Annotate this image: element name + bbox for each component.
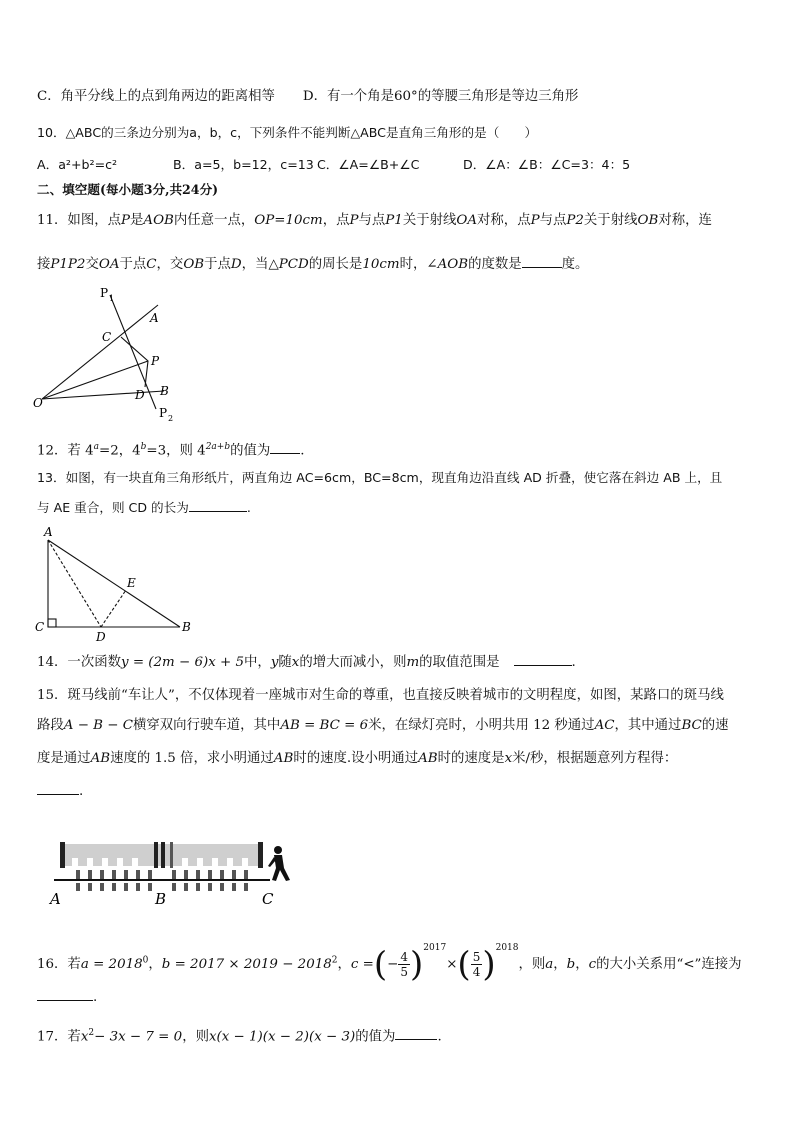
fold-line-ad xyxy=(48,540,101,627)
q16-text: 的大小关系用“<”连接为 xyxy=(596,957,742,972)
q11-var: P1 xyxy=(50,257,68,272)
q10-stem: 10．△ABC的三条边分别为a，b，c，下列条件不能判断△ABC是直角三角形的是（ ） xyxy=(37,125,538,140)
q15-text: 米/秒，根据题意列方程得： xyxy=(512,751,678,766)
q17-text: 的值为 xyxy=(355,1029,396,1045)
q11-var: OB xyxy=(183,257,205,272)
q11-var: PCD xyxy=(278,257,309,272)
q12-text: 12．若 4 xyxy=(37,443,94,459)
q11-var: P1 xyxy=(385,213,403,228)
q17-line xyxy=(37,1024,442,1046)
ray-oa xyxy=(42,305,158,399)
q11-text: ，点 xyxy=(322,213,350,228)
q11-var: P2 xyxy=(566,213,584,228)
q9-options-line xyxy=(37,88,578,106)
q17-expr: x(x − 1)(x − 2)(x − 3) xyxy=(208,1029,356,1045)
q12-exp: 2a+b xyxy=(205,442,231,452)
gap xyxy=(197,858,203,866)
lane-marker xyxy=(258,842,263,868)
q10-option-c: C．∠A=∠B+∠C xyxy=(317,157,420,172)
lane-marker xyxy=(60,842,65,868)
label-p2-sub: 2 xyxy=(168,414,174,423)
q17-exp: 2 xyxy=(88,1028,95,1038)
q15-line2 xyxy=(37,717,729,735)
q11-var: 10cm xyxy=(362,257,400,272)
label-a: A xyxy=(50,890,61,908)
stripe xyxy=(136,870,140,879)
q10-option-d: D．∠A：∠B：∠C=3：4：5 xyxy=(463,157,631,172)
q12-text: =2，4 xyxy=(98,443,141,459)
q11-var: OP=10cm xyxy=(254,213,323,228)
q16-var: c xyxy=(588,957,597,972)
q14-text: 中， xyxy=(244,655,271,670)
q15-text: 路段 xyxy=(37,718,64,733)
q14-var: m xyxy=(406,655,420,670)
q11-line1 xyxy=(37,212,712,230)
stripe xyxy=(100,870,104,879)
gap xyxy=(132,858,138,866)
stripe xyxy=(244,883,248,891)
q14-var: x xyxy=(291,655,300,670)
stripe xyxy=(220,883,224,891)
q16-minus: − xyxy=(387,957,399,972)
lane-marker xyxy=(154,842,158,868)
gap xyxy=(227,858,233,866)
right-paren: ) xyxy=(482,944,496,985)
q12-text: 的值为 xyxy=(230,443,271,459)
stripe xyxy=(100,883,104,891)
stripe xyxy=(196,870,200,879)
q11-var: P2 xyxy=(67,257,86,272)
stripe xyxy=(124,883,128,891)
gap xyxy=(212,858,218,866)
label-c: C xyxy=(102,330,112,344)
q11-text: 时，∠ xyxy=(399,257,438,272)
q9-option-d-deg: 60° xyxy=(393,89,418,104)
q11-var: AOB xyxy=(143,213,174,228)
stripe xyxy=(76,883,80,891)
q11-text: 度。 xyxy=(561,257,589,272)
fraction-4-5 xyxy=(398,950,410,979)
pedestrian-icon xyxy=(268,846,290,881)
q16-var: a xyxy=(545,957,554,972)
q11-text: 接 xyxy=(37,257,51,272)
label-p: P xyxy=(151,354,160,368)
q16-b-expr: b = 2017 × 2019 − 2018 xyxy=(161,957,332,972)
stripe xyxy=(112,870,116,879)
right-angle-mark xyxy=(48,619,56,627)
q10-option-a: A．a²+b²=c² xyxy=(37,157,118,172)
left-paren: ( xyxy=(373,944,388,985)
q13-text: 与 AE 重合，则 CD 的长为 xyxy=(37,500,189,515)
q11-text: 内任意一点， xyxy=(173,213,255,228)
q15-text: 时的速度.设小明通过 xyxy=(293,751,419,766)
q15-var: AB = BC = 6 xyxy=(280,718,369,733)
q12-text: . xyxy=(300,443,305,459)
q11-answer-blank[interactable] xyxy=(522,255,562,268)
q15-line4 xyxy=(37,782,83,801)
stripe xyxy=(208,883,212,891)
q11-text: 关于射线 xyxy=(402,213,457,228)
stripe xyxy=(148,870,152,879)
q16-text: . xyxy=(93,990,98,1005)
q16-a-expr: a = 2018 xyxy=(80,957,143,972)
q12-line xyxy=(37,438,305,460)
q16-text: ， xyxy=(148,957,162,972)
q11-text: 于点 xyxy=(204,257,231,272)
label-a: A xyxy=(150,311,159,325)
q11-var: OA xyxy=(456,213,478,228)
side-ab xyxy=(48,540,180,627)
q16-var: b xyxy=(566,957,576,972)
q15-var: AB xyxy=(273,751,294,766)
q15-text: 度是通过 xyxy=(37,751,91,766)
stripe xyxy=(220,870,224,879)
q16-exp: 2 xyxy=(331,955,338,966)
stripe xyxy=(88,883,92,891)
label-c: C xyxy=(35,620,45,634)
q11-text: 的度数是 xyxy=(468,257,522,272)
frac-den: 5 xyxy=(400,965,409,979)
q17-answer-blank[interactable] xyxy=(395,1027,437,1040)
q11-var: P xyxy=(530,213,540,228)
q11-text: 于点 xyxy=(119,257,147,272)
frac-num: 5 xyxy=(472,950,481,964)
q15-var: x xyxy=(504,751,513,766)
q15-figure xyxy=(42,838,302,910)
q11-text: 关于射线 xyxy=(583,213,638,228)
q12-answer-blank[interactable] xyxy=(270,441,300,454)
q16-line: 16．若$a = 2018^0$，$b = 2017 \times 2019 - 2018^2$，c =(− $\frac{4}{5}$ )$^{2017}$×( $\frac{5}{4}$ )$^{2018}$，则a，b，c的大小关系用“<”连接为 xyxy=(37,943,742,985)
q11-var: OB xyxy=(637,213,659,228)
q17-text: ，则 xyxy=(182,1029,209,1045)
frac-num: 4 xyxy=(400,950,409,964)
q12-exp: b xyxy=(140,442,147,452)
q14-answer-blank[interactable] xyxy=(514,653,572,666)
label-b: B xyxy=(155,890,167,908)
q16-answer-blank[interactable] xyxy=(37,988,93,1001)
stripe xyxy=(208,870,212,879)
q12-text: =3，则 4 xyxy=(146,443,206,459)
q16-text: ， xyxy=(337,957,351,972)
q11-text: 11．如图，点 xyxy=(37,213,121,228)
label-b: B xyxy=(182,620,191,634)
label-p1: P xyxy=(100,286,109,300)
q17-text: 17．若 xyxy=(37,1029,81,1045)
q11-var: P xyxy=(121,213,131,228)
q13-line1: 13．如图，有一块直角三角形纸片，两直角边 AC=6cm，BC=8cm，现直角边沿直线 AD 折叠，使它落在斜边 AB 上，且 xyxy=(37,470,723,485)
left-paren: ( xyxy=(457,944,471,985)
stripe xyxy=(172,883,176,891)
stripe xyxy=(184,870,188,879)
q13-answer-blank[interactable] xyxy=(189,499,247,512)
q14-line xyxy=(37,653,576,672)
label-b: B xyxy=(160,384,169,398)
q14-func: y = (2m − 6)x + 5 xyxy=(121,655,245,670)
fraction-5-4 xyxy=(471,950,483,979)
q16-exp: 2017 xyxy=(423,943,447,953)
q16-line2 xyxy=(37,988,97,1007)
q16-times: × xyxy=(446,957,458,972)
q16-text: 16．若 xyxy=(37,957,81,972)
q14-var: y xyxy=(270,655,279,670)
q14-text: 14．一次函数 xyxy=(37,655,121,670)
stripe xyxy=(196,883,200,891)
q11-var: OA xyxy=(98,257,120,272)
gap xyxy=(182,858,188,866)
q11-var: AOB xyxy=(437,257,469,272)
segment-de xyxy=(101,590,126,627)
stripe xyxy=(76,870,80,879)
q15-var: BC xyxy=(681,718,702,733)
stripe xyxy=(232,883,236,891)
q16-exp: 2018 xyxy=(495,943,519,953)
label-e: E xyxy=(127,576,136,590)
label-a: A xyxy=(44,525,53,539)
stripe xyxy=(112,883,116,891)
q11-figure xyxy=(30,285,190,425)
q11-text: 是 xyxy=(130,213,144,228)
q11-line2 xyxy=(37,255,588,274)
gap xyxy=(87,858,93,866)
stripe xyxy=(172,870,176,879)
lane-marker xyxy=(170,842,173,868)
q15-answer-blank[interactable] xyxy=(37,782,79,795)
q11-var: C xyxy=(146,257,157,272)
gap xyxy=(102,858,108,866)
lane-marker xyxy=(161,842,165,868)
q11-text: 对称，连 xyxy=(658,213,712,228)
right-paren: ) xyxy=(410,944,424,985)
q11-text: 的周长是 xyxy=(308,257,363,272)
stripe xyxy=(184,883,188,891)
q17-text: . xyxy=(437,1029,442,1045)
q12-exp: a xyxy=(93,442,99,452)
q9-option-d-suffix: 的等腰三角形是等边三角形 xyxy=(417,89,579,104)
gap xyxy=(117,858,123,866)
q10-option-b: B．a=5，b=12，c=13 xyxy=(173,157,314,172)
q9-option-d-prefix: D．有一个角是 xyxy=(302,89,394,104)
q13-figure xyxy=(30,523,205,648)
q11-var: D xyxy=(230,257,242,272)
q15-var: A − B − C xyxy=(63,718,134,733)
q15-var: AB xyxy=(418,751,438,766)
q15-text: 的速 xyxy=(701,718,729,733)
q15-var: AB xyxy=(90,751,111,766)
q13-line2 xyxy=(37,499,251,517)
q11-var: P xyxy=(349,213,359,228)
q16-text: ，则 xyxy=(518,957,546,972)
label-p2: P xyxy=(159,406,168,420)
label-c: C xyxy=(262,890,274,908)
gap xyxy=(72,858,78,866)
q11-text: 对称，点 xyxy=(477,213,531,228)
label-o: O xyxy=(33,396,43,410)
label-p1-sub: 1 xyxy=(109,294,115,303)
section-title: 二、填空题(每小题3分,共24分) xyxy=(37,182,219,197)
q16-exp: 0 xyxy=(142,955,149,966)
q15-line1: 15．斑马线前“车让人”，不仅体现着一座城市对生命的尊重，也直接反映着城市的文明程度，如图，某路口的斑马线 xyxy=(37,688,724,703)
q14-text: . xyxy=(571,655,576,670)
q11-text: 与点 xyxy=(358,213,386,228)
stripe xyxy=(232,870,236,879)
q11-text: ，当△ xyxy=(241,257,279,272)
q15-text: . xyxy=(79,784,84,799)
q10-options xyxy=(37,156,630,174)
q17-var: x xyxy=(80,1029,89,1045)
stripe xyxy=(124,870,128,879)
q17-eq-rest: − 3x − 7 = 0 xyxy=(94,1029,183,1045)
q14-text: 的增大而减小，则 xyxy=(299,655,407,670)
stripe xyxy=(244,870,248,879)
q16-c-expr: c = xyxy=(350,957,374,972)
q9-option-c: C．角平分线上的点到角两边的距离相等 xyxy=(37,89,275,104)
q15-text: 米，在绿灯亮时，小明共用 12 秒通过 xyxy=(368,718,595,733)
q15-text: 速度的 1.5 倍，求小明通过 xyxy=(110,751,274,766)
crosswalk-top-band xyxy=(60,842,263,868)
q13-text: . xyxy=(246,500,251,515)
stripe xyxy=(88,870,92,879)
q11-text: ，交 xyxy=(156,257,184,272)
stripe xyxy=(136,883,140,891)
q15-text: 时的速度是 xyxy=(437,751,505,766)
q11-text: 交 xyxy=(85,257,99,272)
q11-text: 与点 xyxy=(539,213,567,228)
q15-line3 xyxy=(37,750,677,768)
gap xyxy=(242,858,248,866)
q15-text: 横穿双向行驶车道，其中 xyxy=(133,718,281,733)
label-d: D xyxy=(135,388,145,402)
q14-text: 的取值范围是 xyxy=(419,655,500,670)
q15-text: ，其中通过 xyxy=(614,718,682,733)
frac-den: 4 xyxy=(472,965,481,979)
stripe xyxy=(148,883,152,891)
q14-text: 随 xyxy=(278,655,292,670)
label-d: D xyxy=(96,630,106,644)
q15-var: AC xyxy=(594,718,615,733)
